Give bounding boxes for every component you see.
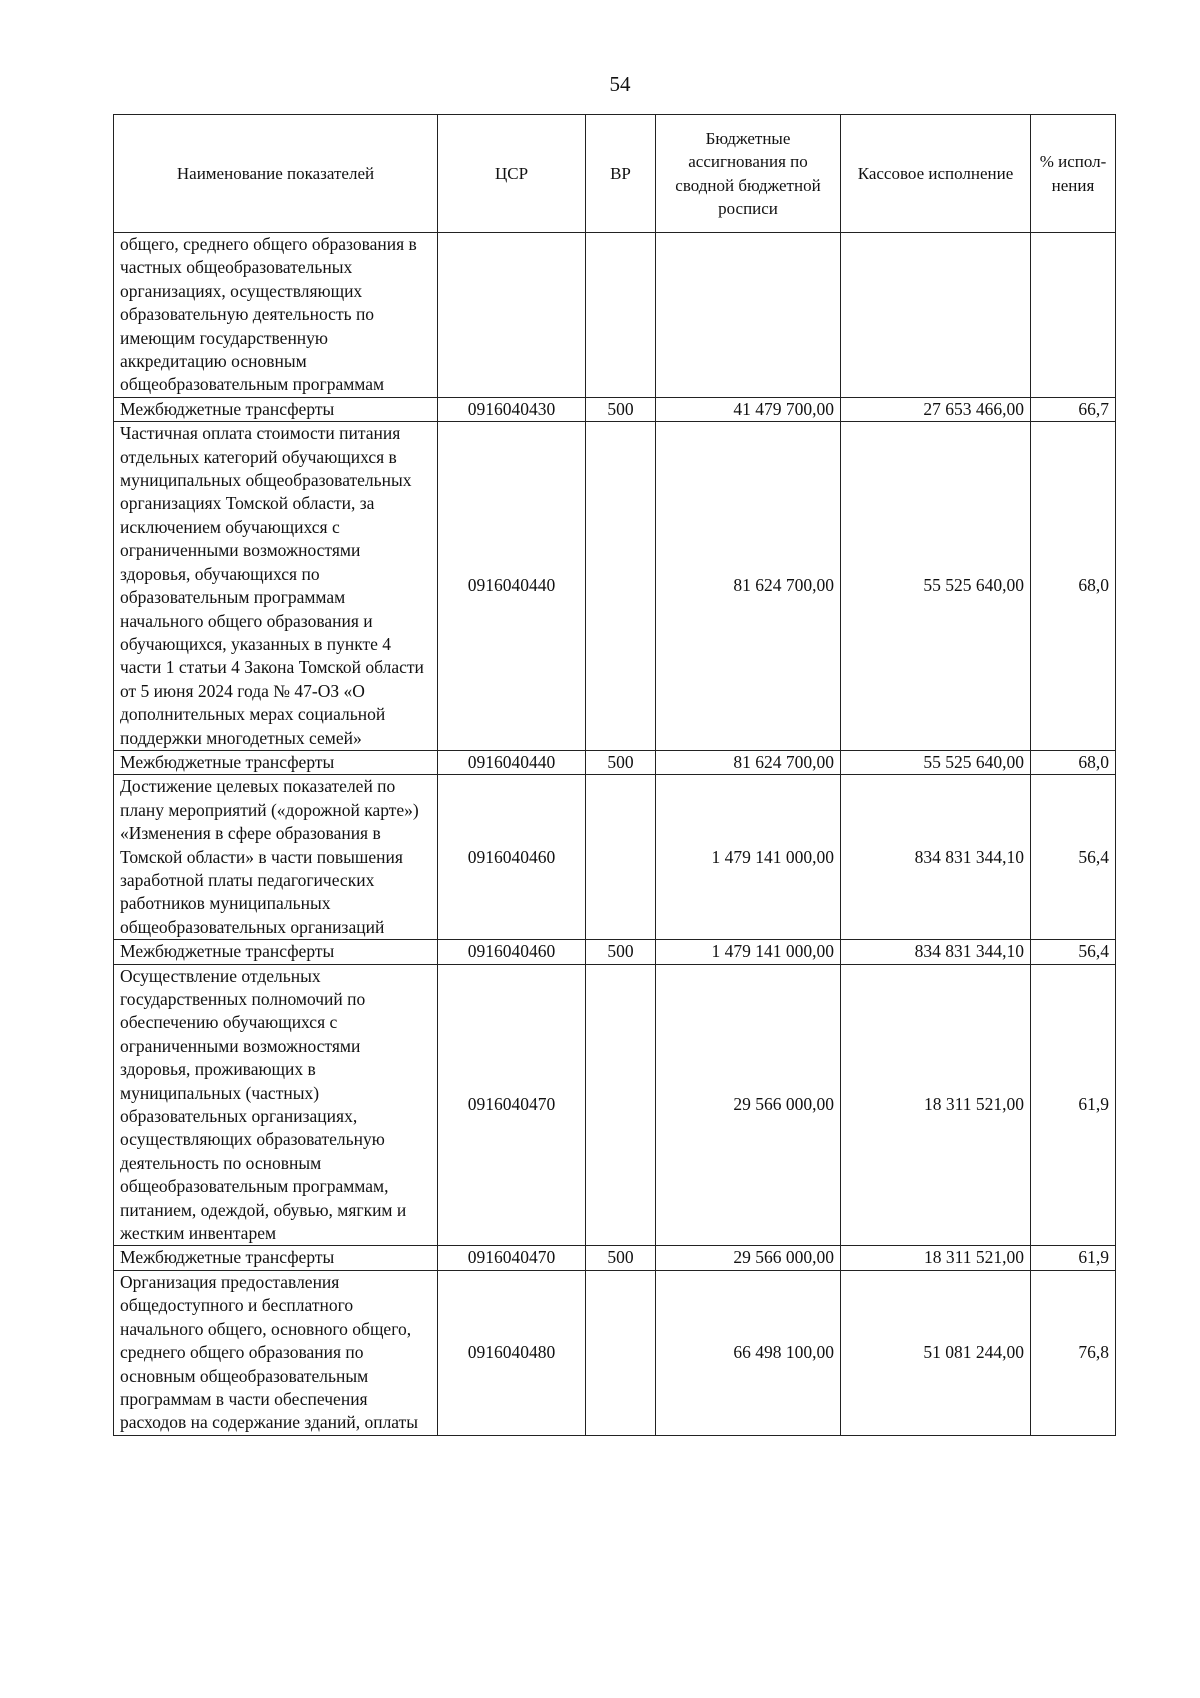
cell-cash: 55 525 640,00 [841,422,1031,751]
cell-vr: 500 [586,750,656,774]
cell-pct: 66,7 [1031,397,1116,421]
cell-cash [841,233,1031,398]
cell-cash: 18 311 521,00 [841,964,1031,1246]
cell-vr [586,233,656,398]
cell-pct [1031,233,1116,398]
header-csr: ЦСР [438,115,586,233]
cell-cash: 27 653 466,00 [841,397,1031,421]
cell-budget: 29 566 000,00 [656,964,841,1246]
cell-name: Частичная оплата стоимости питания отдельных категорий обучающихся в муниципальных общеобразовательных организациях Томской области, за исключением обучающихся с ограниченными возможностями здоровья, обучающихся по образовательным программам начального общего образования и обучающихся, указанных в пункте 4 части 1 статьи 4 Закона Томской области от 5 июня 2024 года № 47-ОЗ «О дополнительных мерах социальной поддержки многодетных семей» [114,422,438,751]
cell-csr: 0916040480 [438,1270,586,1435]
cell-name: Межбюджетные трансферты [114,397,438,421]
cell-budget [656,233,841,398]
cell-csr: 0916040440 [438,750,586,774]
page-number: 54 [609,72,631,96]
cell-vr [586,1270,656,1435]
cell-pct: 68,0 [1031,422,1116,751]
cell-name: Осуществление отдельных государственных полномочий по обеспечению обучающихся с ограниченными возможностями здоровья, проживающих в муниципальных (частных) образовательных организациях, осуществляющих образовательную деятельность по основным общеобразовательным программам, питанием, одеждой, обувью, мягким и жестким инвентарем [114,964,438,1246]
cell-cash: 55 525 640,00 [841,750,1031,774]
cell-cash: 51 081 244,00 [841,1270,1031,1435]
cell-budget: 66 498 100,00 [656,1270,841,1435]
cell-cash: 834 831 344,10 [841,940,1031,964]
table-header-row [114,115,1116,233]
cell-csr [438,233,586,398]
cell-budget: 1 479 141 000,00 [656,775,841,940]
cell-vr: 500 [586,940,656,964]
cell-name: Межбюджетные трансферты [114,940,438,964]
cell-cash: 834 831 344,10 [841,775,1031,940]
cell-name: Межбюджетные трансферты [114,1246,438,1270]
cell-csr: 0916040440 [438,422,586,751]
header-pct: % испол-нения [1031,115,1116,233]
cell-pct: 61,9 [1031,964,1116,1246]
cell-budget: 81 624 700,00 [656,422,841,751]
cell-pct: 76,8 [1031,1270,1116,1435]
table-row [114,233,1116,398]
cell-csr: 0916040460 [438,775,586,940]
cell-csr: 0916040430 [438,397,586,421]
table-row [114,775,1116,940]
header-cash: Кассовое исполнение [841,115,1031,233]
cell-name: общего, среднего общего образования в частных общеобразовательных организациях, осуществляющих образовательную деятельность по имеющим государственную аккредитацию основным общеобразовательным программам [114,233,438,398]
table-row [114,422,1116,751]
table-row [114,940,1116,964]
cell-csr: 0916040470 [438,964,586,1246]
cell-budget: 1 479 141 000,00 [656,940,841,964]
cell-pct: 68,0 [1031,750,1116,774]
header-vr: ВР [586,115,656,233]
header-budget: Бюджетные ассигнования по сводной бюджетной росписи [656,115,841,233]
cell-name: Достижение целевых показателей по плану мероприятий («дорожной карте») «Изменения в сфере образования в Томской области» в части повышения заработной платы педагогических работников муниципальных общеобразовательных организаций [114,775,438,940]
cell-pct: 56,4 [1031,775,1116,940]
cell-budget: 81 624 700,00 [656,750,841,774]
table-row [114,397,1116,421]
table-row [114,964,1116,1246]
cell-name: Организация предоставления общедоступного и бесплатного начального общего, основного общего, среднего общего образования по основным общеобразовательным программам в части обеспечения расходов на содержание зданий, оплаты [114,1270,438,1435]
cell-cash: 18 311 521,00 [841,1246,1031,1270]
cell-vr: 500 [586,397,656,421]
cell-vr [586,422,656,751]
cell-vr: 500 [586,1246,656,1270]
table-row [114,1270,1116,1435]
cell-pct: 56,4 [1031,940,1116,964]
cell-vr [586,775,656,940]
cell-csr: 0916040460 [438,940,586,964]
cell-name: Межбюджетные трансферты [114,750,438,774]
budget-table [113,114,1116,1436]
table-row [114,1246,1116,1270]
cell-budget: 29 566 000,00 [656,1246,841,1270]
cell-budget: 41 479 700,00 [656,397,841,421]
header-name: Наименование показателей [114,115,438,233]
cell-csr: 0916040470 [438,1246,586,1270]
table-row [114,750,1116,774]
cell-vr [586,964,656,1246]
cell-pct: 61,9 [1031,1246,1116,1270]
